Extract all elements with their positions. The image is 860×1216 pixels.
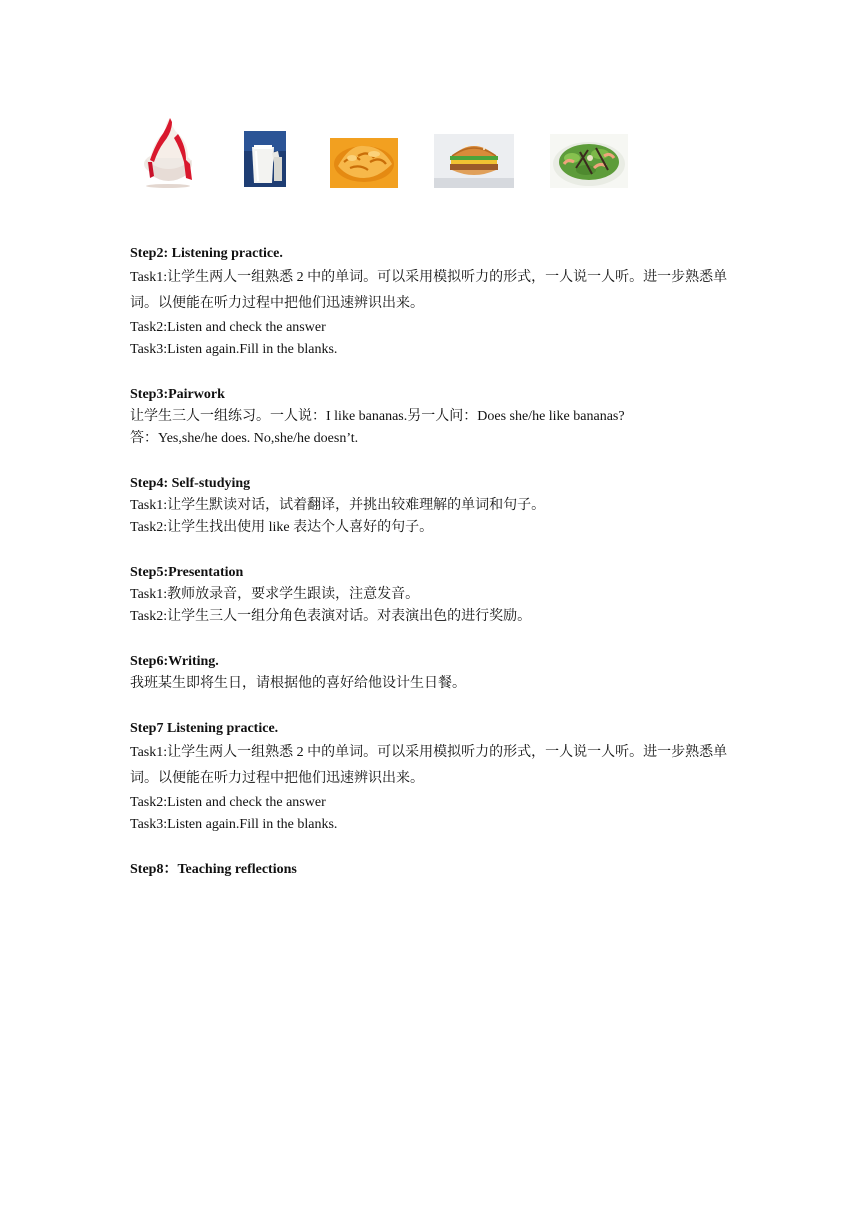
step2-section <box>130 243 750 361</box>
salad-image <box>550 134 628 188</box>
step3-line1: 让学生三人一组练习。一人说：I like bananas.另一人问：Does she/he like bananas? <box>130 409 625 424</box>
step3-heading: Step3:Pairwork <box>130 387 225 402</box>
food-pictures-row <box>130 116 650 192</box>
hamburger-image <box>434 134 514 188</box>
step2-task2: Task2:Listen and check the answer <box>130 320 326 335</box>
step8-heading: Step8：Teaching reflections <box>130 862 297 877</box>
step2-task1: Task1:让学生两人一组熟悉 2 中的单词。可以采用模拟听力的形式，一人说一人听。进一步熟悉单词。以便能在听力过程中把他们迅速辨识出来。 <box>130 270 728 311</box>
step4-task2: Task2:让学生找出使用 like 表达个人喜好的句子。 <box>130 520 434 535</box>
step4-heading: Step4: Self-studying <box>130 476 251 491</box>
step2-task3: Task3:Listen again.Fill in the blanks. <box>130 342 338 357</box>
step6-section <box>130 651 750 695</box>
step7-heading: Step7 Listening practice. <box>130 721 279 736</box>
step8-section <box>130 859 750 881</box>
step3-section <box>130 384 750 450</box>
step3-line2: 答：Yes,she/he does. No,she/he doesn’t. <box>130 431 359 446</box>
step7-task1: Task1:让学生两人一组熟悉 2 中的单词。可以采用模拟听力的形式，一人说一人听。进一步熟悉单词。以便能在听力过程中把他们迅速辨识出来。 <box>130 745 728 786</box>
step7-task3: Task3:Listen again.Fill in the blanks. <box>130 817 338 832</box>
lesson-plan-document <box>130 243 750 904</box>
step4-section <box>130 473 750 539</box>
milk-image <box>244 131 286 187</box>
step5-section <box>130 562 750 628</box>
step7-task2: Task2:Listen and check the answer <box>130 795 326 810</box>
step5-task2: Task2:让学生三人一组分角色表演对话。对表演出色的进行奖励。 <box>130 609 532 624</box>
bread-image <box>330 138 398 188</box>
step4-task1: Task1:让学生默读对话，试着翻译，并挑出较难理解的单词和句子。 <box>130 498 546 513</box>
step6-heading: Step6:Writing. <box>130 654 219 669</box>
step5-heading: Step5:Presentation <box>130 565 244 580</box>
step5-task1: Task1:教师放录音，要求学生跟读，注意发音。 <box>130 587 420 602</box>
step2-heading: Step2: Listening practice. <box>130 246 283 261</box>
ice-cream-image <box>136 116 202 188</box>
step6-line1: 我班某生即将生日，请根据他的喜好给他设计生日餐。 <box>130 676 466 691</box>
step7-section <box>130 718 750 836</box>
